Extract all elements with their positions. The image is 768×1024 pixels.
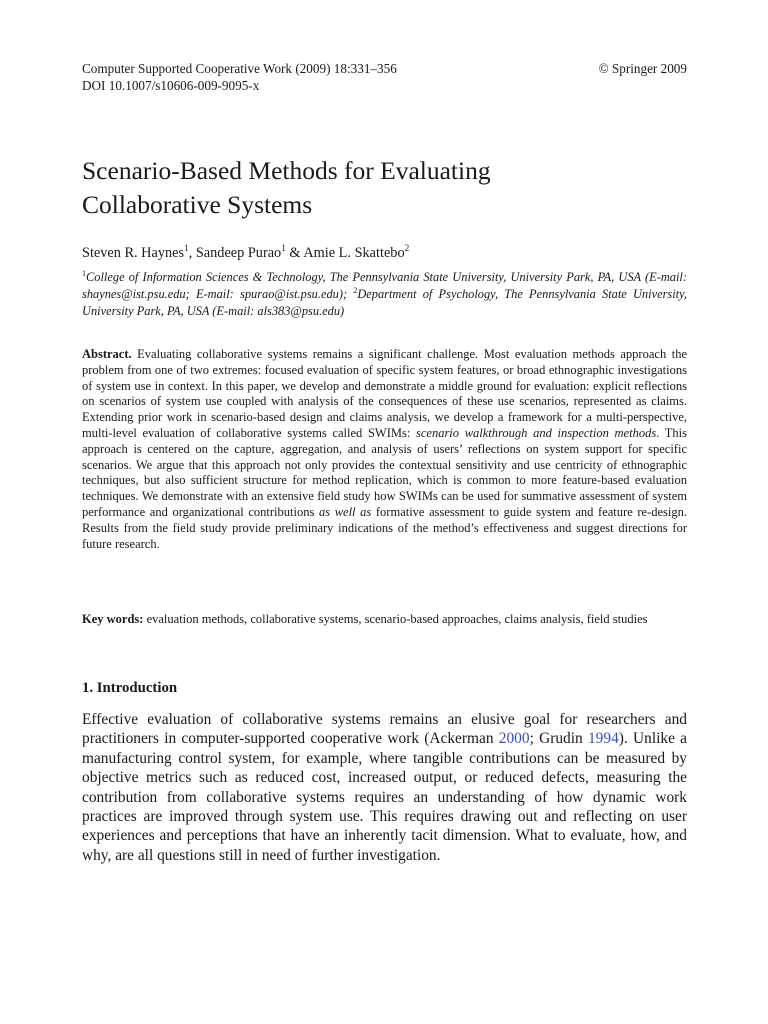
journal-citation: Computer Supported Cooperative Work (2009) 18:331–356 bbox=[82, 61, 397, 76]
keywords-text: evaluation methods, collaborative systems, scenario-based approaches, claims analysis, field studies bbox=[143, 612, 648, 626]
abstract-label: Abstract. bbox=[82, 347, 132, 361]
abstract bbox=[82, 347, 687, 552]
title-line-2: Collaborative Systems bbox=[82, 190, 313, 219]
intro-text-2: ; Grudin bbox=[529, 730, 588, 748]
author-purao: Sandeep Purao bbox=[195, 245, 282, 261]
author-haynes: Steven R. Haynes bbox=[82, 245, 185, 261]
affiliation-1: College of Information Sciences & Technology, The Pennsylvania State University, University Park, PA, USA (E-mail: shaynes@ist.psu.edu; E-mail: spurao@ist.psu.edu); bbox=[82, 270, 687, 301]
abstract-text-3: formative assessment to guide system and feature re-design. Results from the field study provide preliminary indications of the method’s effectiveness and suggest directions for future research. bbox=[82, 504, 687, 551]
abstract-emphasis-1: scenario walkthrough and inspection methods bbox=[415, 425, 657, 440]
affiliation-2: Department of Psychology, The Pennsylvania State University, University Park, PA, USA (E-mail: als383@psu.edu) bbox=[82, 287, 688, 318]
author-separator: & bbox=[285, 245, 304, 261]
paper-title bbox=[82, 154, 687, 222]
introduction-paragraph bbox=[82, 710, 687, 865]
author-separator: , bbox=[188, 245, 196, 261]
intro-text-3: ). Unlike a manufacturing control system, for example, where tangible contributions can be measured by objective metrics such as reduced cost, increased output, or reduced defects, measuring the contribution from collaborative systems requires an understanding of how dynamic work practices are improved through system use. This requires drawing out and reflecting on user experiences and perceptions that have an inherently tacit dimension. What to evaluate, how, and why, are all questions still in need of further investigation. bbox=[82, 730, 687, 864]
title-line-1: Scenario-Based Methods for Evaluating bbox=[82, 156, 491, 185]
affiliations bbox=[82, 269, 687, 320]
abstract-emphasis-2: as well as bbox=[318, 504, 372, 519]
section-heading-introduction: 1. Introduction bbox=[82, 680, 178, 696]
author-list bbox=[82, 244, 687, 262]
intro-text-1: Effective evaluation of collaborative systems remains an elusive goal for researchers and practitioners in computer-supported cooperative work (Ackerman bbox=[82, 711, 687, 748]
running-header bbox=[82, 61, 687, 94]
author-2-affil-mark: 1 bbox=[281, 244, 286, 255]
author-skattebo: Amie L. Skattebo bbox=[303, 245, 405, 261]
keywords-label: Key words: bbox=[82, 612, 144, 626]
author-1-affil-mark: 1 bbox=[184, 244, 189, 255]
abstract-text-2: . This approach is centered on the capture, aggregation, and analysis of users’ reflections on system support for specific scenarios. We argue that this approach not only provides the contextual sensitivity and use centricity of ethnographic techniques, but also sufficient structure for method replication, which is common to more feature-based evaluation techniques. We demonstrate with an extensive field study how SWIMs can be used for summative assessment of system performance and organizational contributions bbox=[82, 425, 687, 519]
citation-link-ackerman[interactable]: 2000 bbox=[498, 730, 530, 748]
affil-mark-1: 1 bbox=[82, 268, 87, 278]
keywords bbox=[82, 611, 687, 628]
abstract-text-1: Evaluating collaborative systems remains a significant challenge. Most evaluation methods approach the problem from one of two extremes: focused evaluation of specific system features, or broad ethnographic investigations of system use in context. In this paper, we develop and demonstrate a middle ground for evaluation: explicit reflections on scenarios of system use coupled with analysis of the consequences of these use scenarios, represented as claims. Extending prior work in scenario-based design and claims analysis, we develop a framework for a multi-perspective, multi-level evaluation of collaborative systems called SWIMs: bbox=[82, 347, 687, 440]
doi: DOI 10.1007/s10606-009-9095-x bbox=[82, 77, 260, 93]
citation-link-grudin[interactable]: 1994 bbox=[587, 730, 619, 748]
affil-mark-2: 2 bbox=[353, 285, 358, 295]
author-3-affil-mark: 2 bbox=[404, 244, 410, 255]
copyright-notice: © Springer 2009 bbox=[598, 61, 687, 76]
